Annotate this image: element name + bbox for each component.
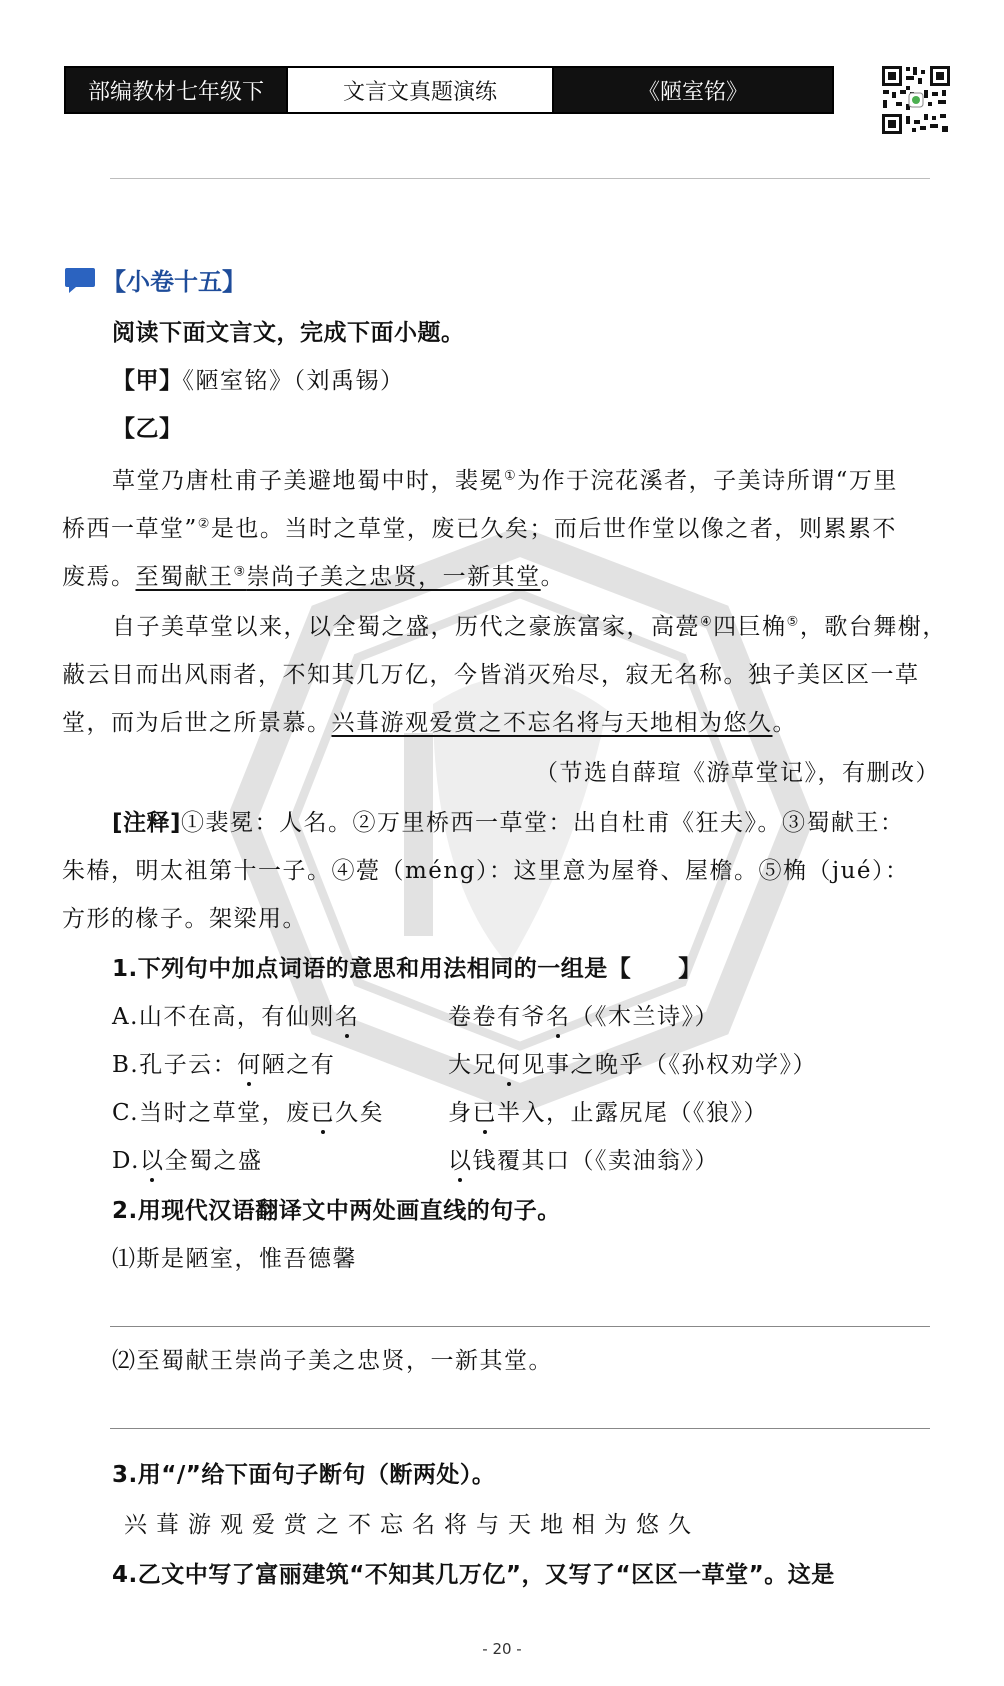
jia-line <box>112 366 405 396</box>
passage-text: 崇尚子美之忠贤，一新其堂 <box>246 564 541 590</box>
option-left <box>112 1146 262 1176</box>
dotted-word: 已 <box>472 1100 497 1126</box>
dotted-word: 何 <box>497 1052 522 1078</box>
section-title <box>64 262 246 297</box>
header-lesson: 《陋室铭》 <box>554 68 832 112</box>
passage-text: 。 <box>540 564 566 590</box>
passage-line <box>112 612 947 642</box>
option-text: 见事之晚乎（《孙权劝学》） <box>521 1052 817 1078</box>
passage-line <box>112 466 898 496</box>
option-right <box>448 1098 768 1128</box>
footnote-mark: ② <box>197 516 211 532</box>
option-text: B.孔子云： <box>112 1052 238 1078</box>
jia-label: 【甲】 <box>112 368 183 394</box>
passage-text: 为作于浣花溪者，子美诗所谓“万里 <box>517 468 898 494</box>
passage-line <box>62 514 897 544</box>
underlined-sentence-1 <box>136 564 541 590</box>
jia-text: 《陋室铭》（刘禹锡） <box>182 368 405 394</box>
punctuation-sentence: 兴葺游观爱赏之不忘名将与天地相为悠久 <box>124 1512 700 1538</box>
option-text: 全蜀之盛 <box>164 1148 263 1174</box>
dotted-word: 以 <box>139 1148 165 1174</box>
passage-text: 桥西一草堂” <box>62 516 198 542</box>
option-d[interactable] <box>0 1146 1004 1176</box>
translation-item-1: ⑴斯是陋室，惟吾德馨 <box>112 1246 357 1272</box>
section-title-text: 【小卷十五】 <box>102 268 246 296</box>
dotted-word: 名 <box>546 1004 571 1030</box>
qr-code-icon <box>880 64 952 136</box>
header-category: 文言文真题演练 <box>286 68 554 112</box>
option-text: 久矣 <box>335 1100 385 1126</box>
speech-bubble-icon <box>64 266 96 294</box>
option-text: （《木兰诗》） <box>570 1004 719 1030</box>
passage-text: 自子美草堂以来，以全蜀之盛，历代之豪族富家，高甍 <box>112 614 700 640</box>
page-number: - 20 - <box>482 1640 522 1658</box>
option-right <box>448 1002 719 1032</box>
notes-label: [注释] <box>112 810 182 836</box>
option-right <box>448 1146 719 1176</box>
passage-line <box>62 708 797 738</box>
passage-text: 废焉。 <box>62 564 136 590</box>
passage-text: 至蜀献王 <box>135 564 234 590</box>
question-3-stem: 3.用“/”给下面句子断句（断两处）。 <box>112 1462 496 1488</box>
question-2-stem: 2.用现代汉语翻译文中两处画直线的句子。 <box>112 1198 561 1224</box>
option-right <box>448 1050 817 1080</box>
dotted-word: 以 <box>448 1148 473 1174</box>
underlined-sentence-2: 兴葺游观爱赏之不忘名将与天地相为悠久 <box>331 710 773 736</box>
instruction: 阅读下面文言文，完成下面小题。 <box>112 320 465 346</box>
dotted-word: 已 <box>310 1100 336 1126</box>
dotted-word: 何 <box>237 1052 262 1078</box>
notes-line: 方形的椽子。架梁用。 <box>62 906 307 932</box>
question-4-stem: 4.乙文中写了富丽建筑“不知其几万亿”，又写了“区区一草堂”。这是 <box>112 1562 835 1588</box>
option-text: 大兄 <box>448 1052 497 1078</box>
translation-item-2: ⑵至蜀献王崇尚子美之忠贤，一新其堂。 <box>112 1348 553 1374</box>
passage-text: 四巨桷 <box>713 614 787 640</box>
option-a[interactable] <box>0 1002 1004 1032</box>
answer-line-2[interactable] <box>110 1428 930 1429</box>
passage-source: （节选自薛瑄《游草堂记》，有删改） <box>535 760 940 786</box>
footnote-mark: ⑤ <box>786 614 800 630</box>
option-text: A.山不在高，有仙则 <box>112 1004 335 1030</box>
header-grade: 部编教材七年级下 <box>66 68 286 112</box>
option-text: D. <box>112 1148 140 1174</box>
option-left <box>112 1050 335 1080</box>
option-text: C.当时之草堂，废 <box>112 1100 311 1126</box>
passage-text: 。 <box>772 710 797 736</box>
header-bar <box>64 66 834 114</box>
option-text: 陋之有 <box>261 1052 336 1078</box>
header-divider <box>110 178 930 179</box>
option-left <box>112 1098 384 1128</box>
answer-line-1[interactable] <box>110 1326 930 1327</box>
option-text: 半入，止露尻尾（《狼》） <box>497 1100 768 1126</box>
yi-label: 【乙】 <box>112 416 183 442</box>
passage-text: 堂，而为后世之所景慕。 <box>62 710 332 736</box>
option-text: 钱覆其口（《卖油翁》） <box>472 1148 719 1174</box>
passage-text: ，歌台舞榭， <box>799 614 947 640</box>
option-b[interactable] <box>0 1050 1004 1080</box>
notes-line <box>112 808 905 838</box>
option-text: 卷卷有爷 <box>448 1004 546 1030</box>
option-left <box>112 1002 359 1032</box>
passage-line: 蔽云日而出风雨者，不知其几万亿，今皆消灭殆尽，寂无名称。独子美区区一草 <box>62 662 920 688</box>
dotted-word: 名 <box>334 1004 360 1030</box>
footnote-mark: ④ <box>700 614 714 630</box>
notes-line: 朱椿，明太祖第十一子。④甍（méng）：这里意为屋脊、屋檐。⑤桷（jué）： <box>62 858 910 884</box>
passage-text: 草堂乃唐杜甫子美避地蜀中时，裴冕 <box>112 468 504 494</box>
option-text: 身 <box>448 1100 473 1126</box>
passage-line <box>62 562 565 592</box>
passage-text: 是也。当时之草堂，废已久矣；而后世作堂以像之者，则累累不 <box>210 516 897 542</box>
footnote-mark: ① <box>504 468 518 484</box>
question-1-stem: 1.下列句中加点词语的意思和用法相同的一组是【 】 <box>112 956 702 982</box>
option-c[interactable] <box>0 1098 1004 1128</box>
notes-text: ①裴冕：人名。②万里桥西一草堂：出自杜甫《狂夫》。③蜀献王： <box>181 810 905 836</box>
footnote-mark: ③ <box>233 564 247 580</box>
